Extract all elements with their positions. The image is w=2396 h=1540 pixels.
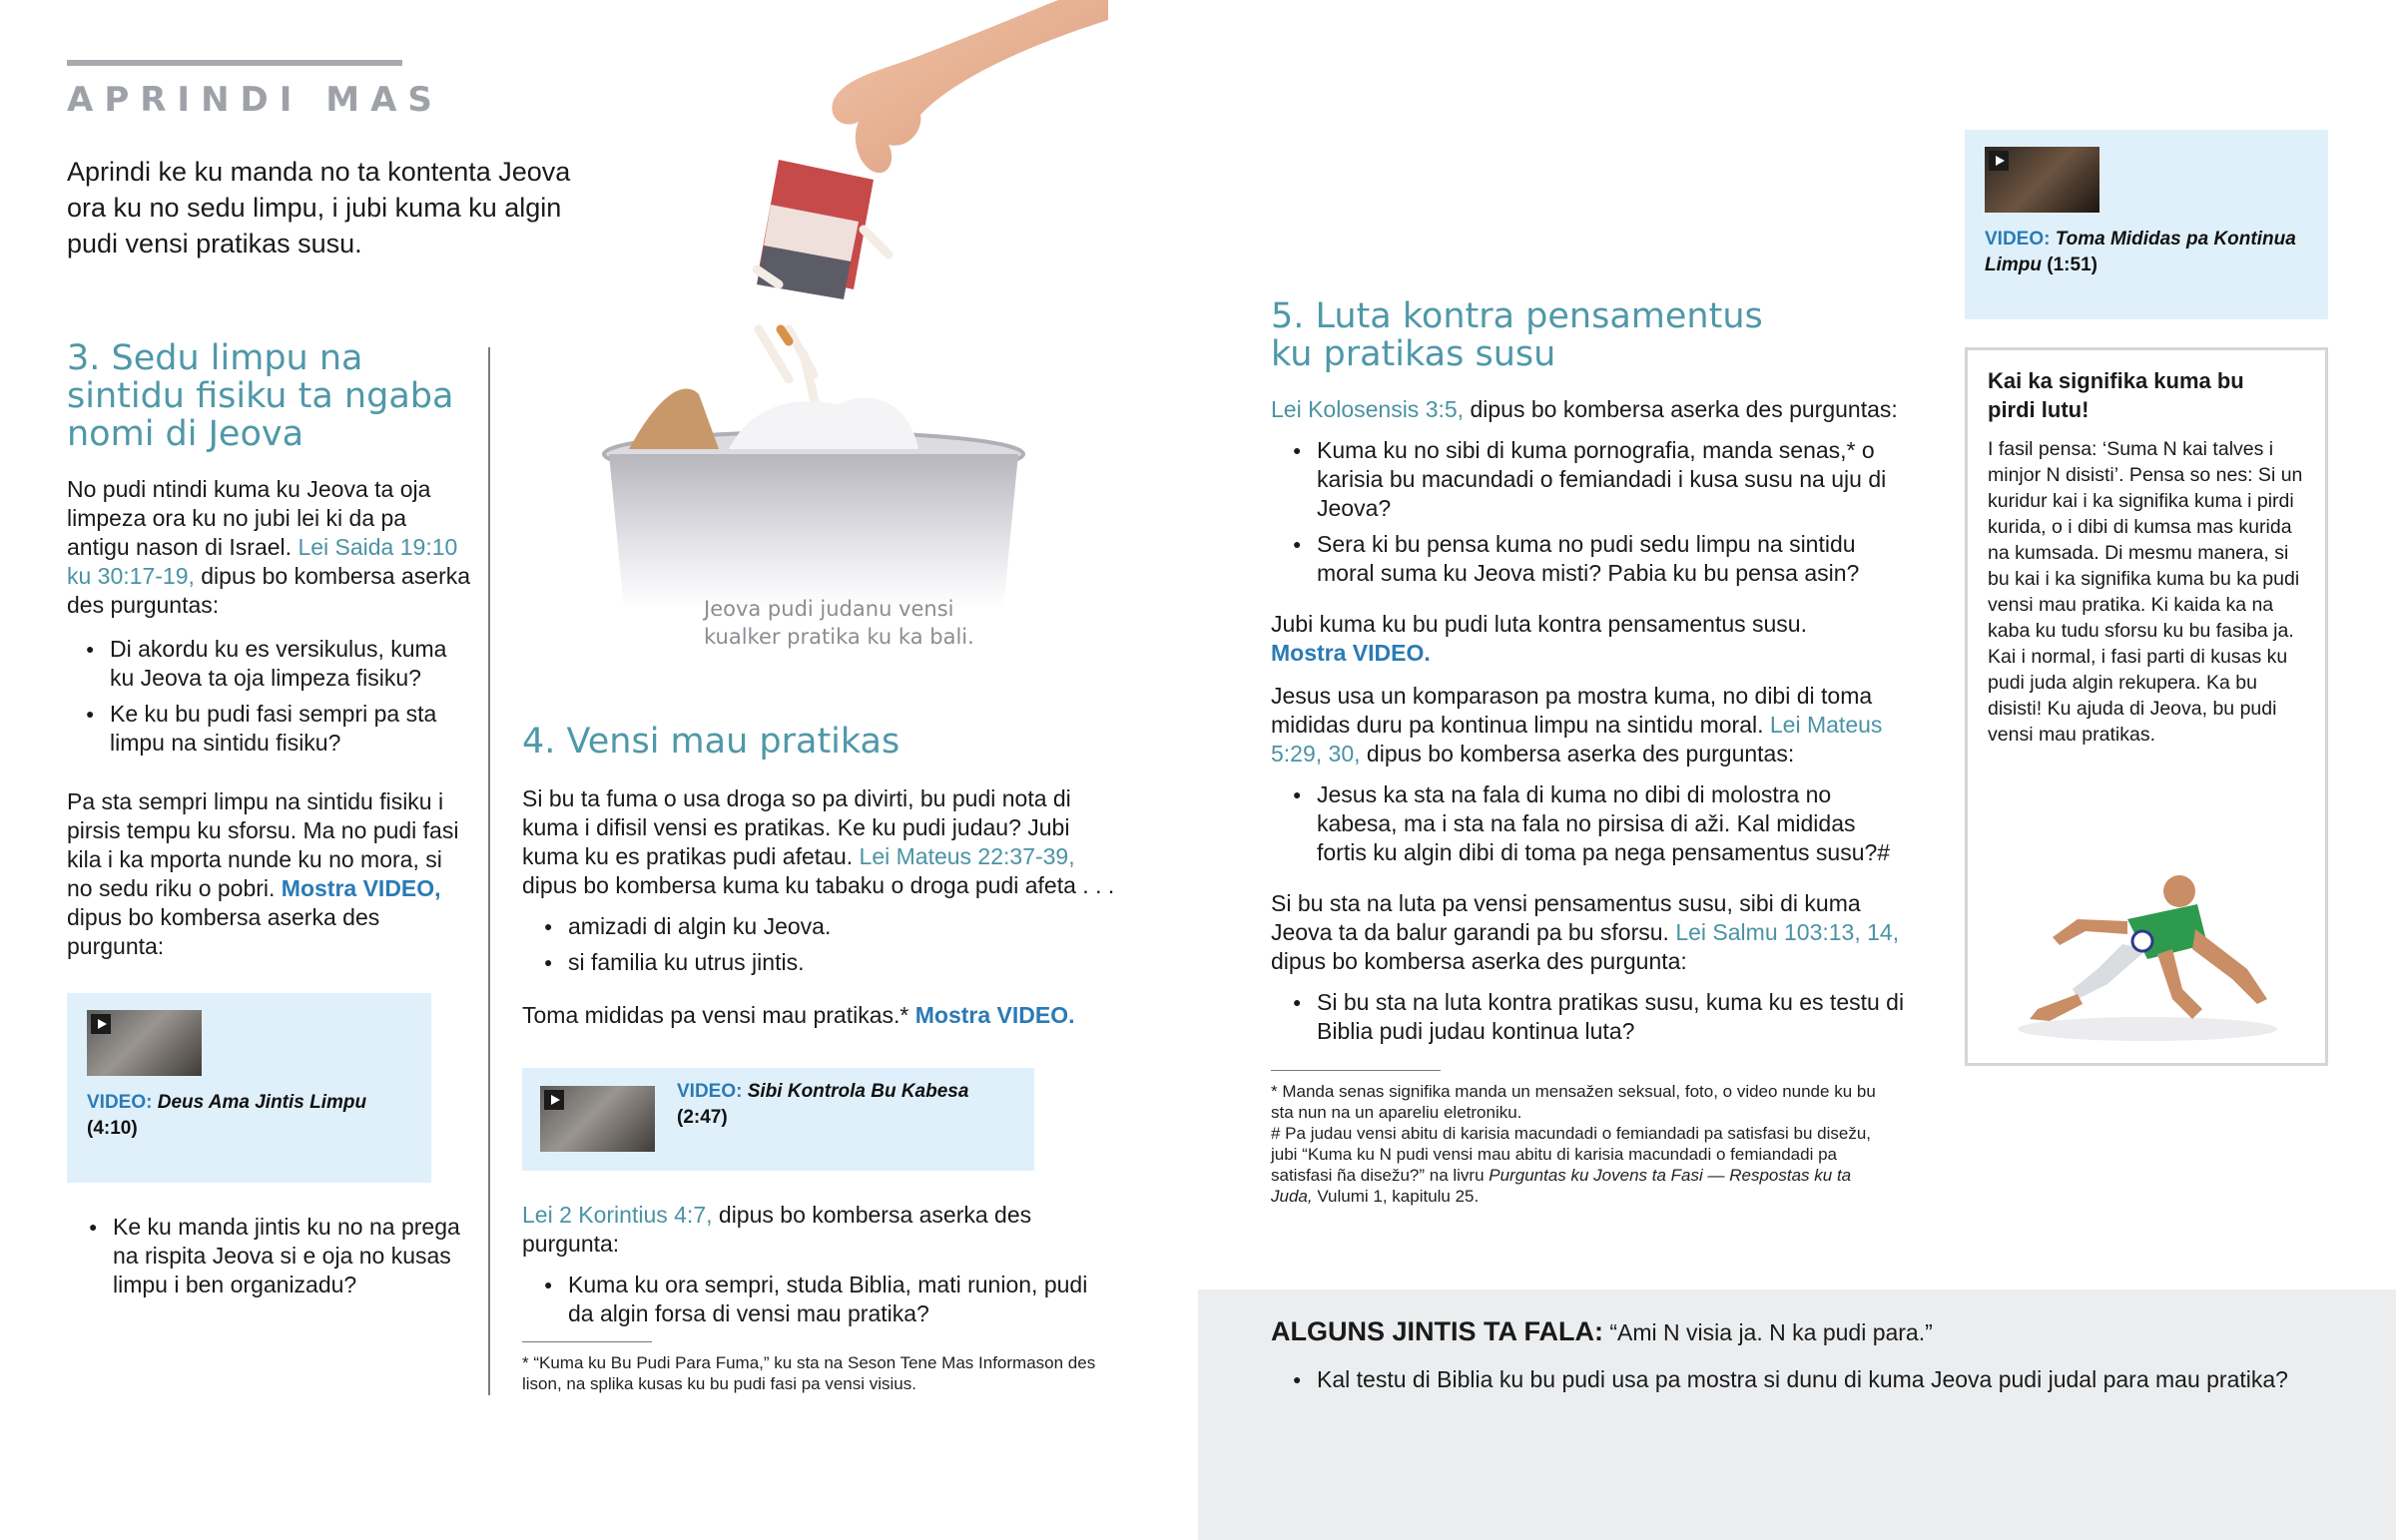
list-item: ● Kal testu di Biblia ku bu pudi usa pa mostra si dunu di kuma Jeova pudi judal para mau pratika?	[1271, 1365, 2379, 1394]
list-item: ● Ke ku manda jintis ku no na prega na rispita Jeova si e oja no kusas limpu i ben organizadu?	[67, 1213, 471, 1299]
play-icon	[544, 1090, 564, 1110]
section-5-questions-1	[1271, 436, 1910, 588]
list-item: ● amizadi di algin ku Jeova.	[522, 912, 1121, 941]
section-3-questions-2	[67, 1213, 471, 1306]
section-3-heading: 3. Sedu limpu na sintidu fisiku ta ngaba nomi di Jeova	[67, 338, 454, 454]
section-4-questions-2	[522, 1271, 1101, 1328]
discussion-quote	[1271, 1316, 2369, 1347]
discussion-label: ALGUNS JINTIS TA FALA:	[1271, 1316, 1603, 1346]
section-4-continued	[522, 1201, 1101, 1335]
discussion-quote-text: “Ami N visia ja. N ka pudi para.”	[1609, 1319, 1933, 1345]
video-box-sibi-kontrola[interactable]	[522, 1068, 1034, 1171]
section-3-paragraph-2: Pa sta sempri limpu na sintidu fisiku i pirsis tempu ku sforsu. Ma no pudi fasi kila i ka mporta nunde ku no mora, si no sedu riku o pobri. Mostra VIDEO, dipus bo kombersa aserka des purgunta:	[67, 788, 459, 959]
section-3-paragraph-1: No pudi ntindi kuma ku Jeova ta oja limpeza ora ku no jubi lei ki da pa antigu nason di Israel. Lei Saida 19:10 ku 30:17-19, dipus bo kombersa aserka des purguntas:	[67, 476, 471, 618]
trash-can-icon	[604, 389, 1023, 609]
section-5-heading: 5. Luta kontra pensamentus ku pratikas susu	[1271, 296, 1763, 374]
scripture-link-kolosensis[interactable]: Lei Kolosensis 3:5,	[1271, 396, 1465, 422]
section-5-paragraph-1: Lei Kolosensis 3:5, dipus bo kombersa aserka des purguntas:	[1271, 396, 1898, 422]
scripture-link-salmu[interactable]: Lei Salmu 103:13, 14,	[1675, 919, 1900, 945]
section-4-footnote: * “Kuma ku Bu Pudi Para Fuma,” ku sta na Seson Tene Mas Informason des lison, na splika kusas ku bu pudi fasi pa vensi visius.	[522, 1353, 1096, 1393]
list-item: ● Ke ku bu pudi fasi sempri pa sta limpu na sintidu fisiku?	[64, 700, 471, 758]
intro-text: Aprindi ke ku manda no ta kontenta Jeova ora ku no sedu limpu, i jubi kuma ku algin pudi vensi pratikas susu.	[67, 157, 571, 258]
scripture-link-mateus-5[interactable]: Lei Mateus 5:29, 30,	[1271, 712, 1883, 767]
list-item: ● Kuma ku ora sempri, studa Biblia, mati runion, pudi da algin forsa di vensi mau pratika?	[522, 1271, 1101, 1328]
footnote-divider	[522, 1341, 652, 1342]
sidebar-box-title: Kai ka signifika kuma bu pirdi lutu!	[1988, 368, 2244, 422]
video-box-toma-mididas[interactable]	[1965, 130, 2328, 319]
scripture-link-korintius[interactable]: Lei 2 Korintius 4:7,	[522, 1202, 713, 1228]
scripture-link-mateus-22[interactable]: Lei Mateus 22:37-39,	[859, 843, 1075, 869]
play-icon	[1989, 151, 2009, 171]
section-5-questions-2	[1271, 780, 1910, 867]
sidebar-box	[1965, 347, 2328, 1066]
discussion-questions	[1271, 1365, 2379, 1401]
list-item: ● Di akordu ku es versikulus, kuma ku Jeova ta oja limpeza fisiku?	[64, 635, 471, 693]
list-item: ● Sera ki bu pensa kuma no pudi sedu limpu na sintidu moral suma ku Jeova misti? Pabia ku bu pensa asin?	[1271, 530, 1910, 588]
discussion-panel	[1198, 1289, 2396, 1540]
fallen-runner-illustration	[1998, 849, 2297, 1049]
show-video-link-2[interactable]: Mostra VIDEO.	[914, 1002, 1075, 1028]
video-label: VIDEO: Toma Mididas pa Kontinua Limpu (1:51)	[1985, 229, 2296, 275]
show-video-link-1[interactable]: Mostra VIDEO,	[281, 875, 441, 901]
footnote-divider	[1271, 1070, 1441, 1071]
video-label: VIDEO: Sibi Kontrola Bu Kabesa (2:47)	[677, 1081, 969, 1128]
section-4-paragraph-1: Si bu ta fuma o usa droga so pa divirti, bu pudi nota di kuma i difisil vensi es pratikas. Ke ku pudi judau? Jubi kuma ku es pratikas pudi afetau. Lei Mateus 22:37-39, dipus bo kombersa kuma ku tabaku o droga pudi afeta . . .	[522, 785, 1115, 898]
video-thumbnail[interactable]	[1985, 147, 2099, 213]
section-4	[522, 723, 1121, 1030]
section-4-paragraph-2: Toma mididas pa vensi mau pratikas.* Mostra VIDEO.	[522, 1002, 1075, 1028]
list-item: ● Jesus ka sta na fala di kuma no dibi di molostra no kabesa, ma i sta na fala no pirsisa di aži. Kal mididas fortis ku algin dibi di toma pa nega pensamentus susu?#	[1271, 780, 1910, 867]
section-5-paragraph-4: Si bu sta na luta pa vensi pensamentus susu, sibi di kuma Jeova ta da balur garandi pa bu sforsu. Lei Salmu 103:13, 14, dipus bo kombersa aserka des purgunta:	[1271, 890, 1900, 974]
trash-can-illustration	[589, 0, 1108, 619]
page-title: APRINDI MAS	[67, 80, 443, 120]
scripture-link-saida[interactable]: Lei Saida 19:10 ku 30:17-19,	[67, 534, 458, 589]
section-3-questions-1	[64, 635, 471, 758]
list-item: ● Kuma ku no sibi di kuma pornografia, manda senas,* o karisia bu macundadi o femiandadi i kusa susu na uju di Jeova?	[1271, 436, 1910, 523]
section-4-questions-1	[522, 912, 1121, 977]
section-5	[1271, 297, 1910, 1053]
list-item: ● si familia ku utrus jintis.	[522, 948, 1121, 977]
section-5-paragraph-3: Jesus usa un komparason pa mostra kuma, no dibi di toma mididas duru pa kontinua limpu na sintidu moral. Lei Mateus 5:29, 30, dipus bo kombersa aserka des purguntas:	[1271, 683, 1883, 767]
section-4-paragraph-3: Lei 2 Korintius 4:7, dipus bo kombersa aserka des purgunta:	[522, 1202, 1032, 1257]
list-item: ● Si bu sta na luta kontra pratikas susu, kuma ku es testu di Biblia pudi judau kontinua luta?	[1271, 988, 1910, 1046]
section-5-questions-3	[1271, 988, 1910, 1046]
column-divider	[488, 347, 490, 1395]
section-5-footnotes: * Manda senas signifika manda un mensažen seksual, foto, o video nunde ku bu sta nun na un apareliu eletroniku. # Pa judau vensi abitu di karisia macundadi o femiandadi pa satisfasi bu disežu, jubi “Kuma ku N pudi vensi mau abitu di karisia macundadi o femiandadi pa satisfasi ña disežu?” na livru Purguntas ku Jovens ta Fasi — Respostas ku ta Juda, Vulumi 1, kapitulu 25.	[1271, 1082, 1876, 1206]
section-3	[67, 339, 471, 961]
video-thumbnail[interactable]	[540, 1086, 655, 1152]
video-box-deus-ama[interactable]	[67, 993, 431, 1183]
runner-icon	[2030, 875, 2267, 1021]
sidebar-box-text: I fasil pensa: ‘Suma N kai talves i minjor N disisti’. Pensa so nes: Si un kuridur kai i ka signifika kuma i pirdi kurida, o i dibi di kumsa mas kurida na kumsada. Di mesmu manera, si bu kai i ka signifika kuma bu ka pudi vensi mau pratika. Ki kaida ka na kaba ku tudu sforsu ku bu fasiba ja. Kai i normal, i fasi parti di kusas ku pudi juda algin rekupera. Ka bu disisti! Ku ajuda di Jeova, bu pudi vensi mau pratikas.	[1988, 438, 2303, 746]
section-5-paragraph-2: Jubi kuma ku bu pudi luta kontra pensamentus susu. Mostra VIDEO.	[1271, 611, 1807, 666]
video-label: VIDEO: Deus Ama Jintis Limpu (4:10)	[87, 1092, 367, 1139]
hand-icon	[832, 0, 1108, 173]
section-4-heading: 4. Vensi mau pratikas	[522, 722, 900, 762]
header-rule	[67, 60, 402, 66]
show-video-link-3[interactable]: Mostra VIDEO.	[1271, 640, 1431, 666]
video-thumbnail[interactable]	[87, 1010, 202, 1076]
play-icon	[91, 1014, 111, 1034]
image-caption: Jeova pudi judanu vensi kualker pratika ku ka bali.	[704, 597, 974, 649]
